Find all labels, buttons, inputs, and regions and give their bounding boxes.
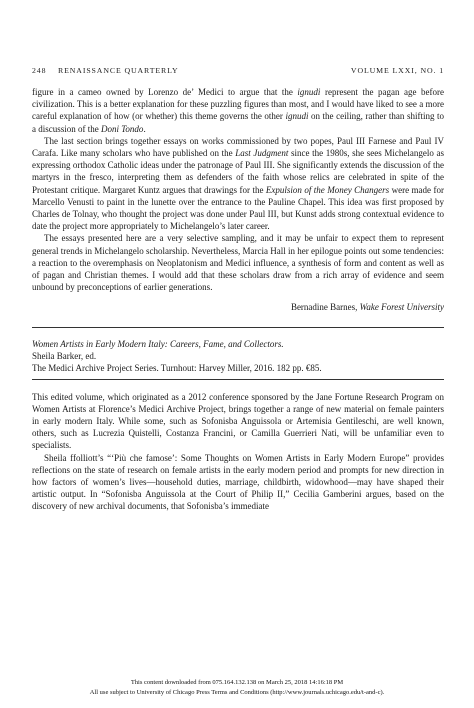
- review1-paragraph-3: The essays presented here are a very selective sampling, and it may be unfair to expect them to represent general trends in Michelangelo scholarship. Nevertheless, Marcia Hall in her epilogue points out some tendencies: a reaction to the overemphasis on Neoplatonism and Medici influence, a synthesis of form and content as well as of pagan and Christian themes. I would add that these scholars draw from a rich array of evidence and seem unbound by preconceptions of earlier generations.: [32, 233, 444, 293]
- reviewer-institution: Wake Forest University: [359, 302, 444, 313]
- footer-terms-line: All use subject to University of Chicago Press Terms and Conditions (http://www.journals.uchicago.edu/t-and-c).: [89, 688, 385, 696]
- book-publication: The Medici Archive Project Series. Turnhout: Harvey Miller, 2016. 182 pp. €85.: [32, 362, 322, 373]
- volume-info: VOLUME LXXI, NO. 1: [350, 66, 444, 75]
- review1-paragraph-2: The last section brings together essays on works commissioned by two popes, Paul III Farnese and Paul IV Carafa. Like many scholars who have published on the Last Judgment since the 1980s, she sees Michelangelo as expressing orthodox Catholic ideas under the patronage of Paul III. She significantly extends the discussion of the martyrs in the fresco, interpreting them as defenders of the faith whose relics are celebrated in spite of the Protestant critique. Margaret Kuntz argues that drawings for the Expulsion of the Money Changers were made for Marcello Venusti to paint in the lunette over the entrance to the Pauline Chapel. This idea was first proposed by Charles de Tolnay, who thought the project was done under Paul III, but Kunst adds strong contextual evidence to date the project more appropriately to Michelangelo’s later career.: [32, 135, 444, 232]
- review2-paragraph-1: This edited volume, which originated as a 2012 conference sponsored by the Jane Fortune Research Program on Women Artists at Florence’s Medici Archive Project, brings together a range of new material on female painters in early modern Italy. While some, such as Sofonisba Anguissola or Artemisia Gentileschi, are well known, others, such as Lucrezia Quistelli, Costanza Francini, or Camilla Guerrieri Nati, will be unfamiliar even to specialists.: [32, 391, 444, 451]
- review2-heading: [32, 338, 444, 374]
- reviewer-signature: [32, 301, 444, 313]
- journal-title: RENAISSANCE QUARTERLY: [58, 66, 179, 75]
- section-divider: [32, 327, 444, 328]
- review1-paragraph-1: figure in a cameo owned by Lorenzo de’ Medici to argue that the ignudi represent the pagan age before civilization. This is a better explanation for these puzzling figures than most, and I would have liked to see a more careful explanation of how (or whether) this theme governs the other ignudi on the ceiling, rather than shifting to a discussion of the Doni Tondo.: [32, 87, 444, 134]
- download-footer: [0, 678, 474, 697]
- book-title: Women Artists in Early Modern Italy: Careers, Fame, and Collectors.: [32, 338, 284, 349]
- page-body: [32, 86, 444, 513]
- reviewer-name: Bernadine Barnes,: [290, 302, 360, 313]
- page-number: 248: [32, 66, 47, 75]
- review2-paragraph-2: Sheila ffolliott’s “‘Più che famose’: Some Thoughts on Women Artists in Early Modern Europe” provides reflections on the state of research on female artists in the early modern period and prompts for new direction in how factors of women’s lives—household duties, marriage, childbirth, widowhood—may have shaped their artistic output. In “Sofonisba Anguissola at the Court of Philip II,” Cecilia Gamberini argues, based on the discovery of new archival documents, that Sofonisba’s immediate: [32, 452, 444, 512]
- book-editor: Sheila Barker, ed.: [32, 350, 97, 361]
- heading-divider: [32, 379, 444, 380]
- footer-download-line: This content downloaded from 075.164.132.138 on March 25, 2018 14:16:18 PM: [130, 679, 344, 686]
